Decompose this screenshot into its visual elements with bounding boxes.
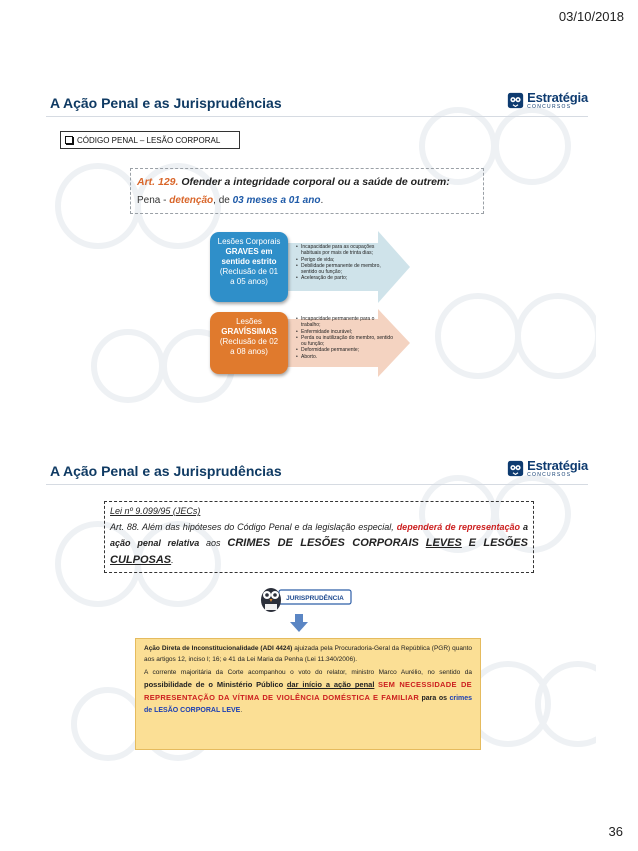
logo-name: Estratégia [527, 90, 588, 105]
owl-logo-icon [507, 460, 524, 477]
slide-lesao-corporal [38, 86, 596, 404]
gravissimas-detail2: a 08 anos) [230, 347, 268, 356]
adi-paragraph-1 [144, 644, 472, 665]
law-text-f: LEVES [425, 536, 462, 549]
gravissimas-detail1: (Reclusão de 02 [219, 337, 279, 346]
penalty-sep: , de [213, 195, 230, 206]
graves-detail1: (Reclusão de 01 [219, 267, 279, 276]
estrategia-logo [507, 91, 588, 110]
list-item: • Incapacidade para as ocupações habituais por mais de trinta dias; [296, 244, 394, 257]
law-title: Lei nº 9.099/95 (JECs) [110, 506, 201, 516]
owl-logo-icon [507, 92, 524, 109]
graves-bullet-list [296, 244, 394, 282]
logo-subtitle: CONCURSOS [527, 104, 572, 110]
document-date: 03/10/2018 [558, 9, 624, 24]
list-item: • Debilidade permanente de membro, sentido ou função; [296, 263, 394, 276]
penalty-label: Pena - [137, 195, 167, 206]
list-item: • Perda ou inutilização do membro, sentido ou função; [296, 335, 394, 348]
penalty-time: 03 meses a 01 ano [232, 195, 321, 206]
law-text-h: CULPOSAS [110, 553, 172, 566]
adi-p2-c: dar início a ação penal [286, 680, 375, 690]
section-label-text: CÓDIGO PENAL – LESÃO CORPORAL [77, 135, 221, 145]
article-129-box [130, 168, 484, 214]
gravissimas-bullet-list [296, 316, 394, 360]
jurisprudencia-label: JURISPRUDÊNCIA [286, 595, 344, 602]
list-item: • Incapacidade permanente para o trabalho; [296, 316, 394, 329]
logo-subtitle: CONCURSOS [527, 472, 572, 478]
law-text-i: . [171, 554, 174, 565]
law-text-b: dependerá de representação [396, 522, 521, 532]
penalty-end: . [320, 195, 324, 206]
adi-p2-e: para os [421, 694, 448, 702]
adi-title: Ação Direta de Inconstitucionalidade (ADI 4424) [144, 645, 293, 652]
law-9099-box [104, 501, 534, 573]
law-text-a: Art. 88. Além das hipóteses do Código Penal e da legislação especial, [110, 522, 394, 532]
gravissimas-line1: Lesões [236, 317, 262, 326]
law-text-e: CRIMES DE LESÕES CORPORAIS [227, 536, 419, 549]
list-item: • Aborto. [296, 354, 394, 360]
list-item: • Perigo de vida; [296, 257, 394, 263]
page-number: 36 [608, 824, 623, 839]
gravissimas-bold1: GRAVÍSSIMAS [221, 327, 277, 336]
adi-p2-b: possibilidade de o Ministério Público [144, 680, 284, 690]
down-arrow-icon [290, 614, 308, 632]
law-text-g: E LESÕES [468, 536, 528, 549]
adi-p2-f: crimes de LESÃO CORPORAL LEVE [144, 694, 473, 714]
graves-line1: Lesões Corporais [217, 237, 281, 246]
title-divider [46, 484, 588, 485]
adi-p2-a: A corrente majoritária da Corte acompanhou o voto do relator, ministro Marco Aurélio, no sentido da [144, 669, 472, 677]
estrategia-logo [507, 459, 588, 478]
law-text-c: a ação penal relativa [110, 522, 528, 548]
slide-title: A Ação Penal e as Jurisprudências [50, 463, 282, 479]
article-penalty [137, 195, 323, 206]
adi-p2-g: . [240, 706, 243, 714]
section-label [60, 131, 240, 149]
list-item: • Enfermidade incurável; [296, 329, 394, 335]
list-item: • Aceleração de parto; [296, 275, 394, 281]
article-heading [137, 176, 450, 188]
graves-bold1: GRAVES em [225, 247, 273, 256]
article-text: Ofender a integridade corporal ou a saúde de outrem: [181, 176, 450, 188]
adi-4424-box [135, 638, 481, 750]
owl-mascot-icon [261, 588, 281, 612]
graves-bold2: sentido estrito [221, 257, 277, 266]
penalty-type: detenção [169, 195, 214, 206]
adi-paragraph-2 [144, 668, 472, 716]
law-article-88 [110, 521, 528, 569]
law-text-d: aos [206, 537, 221, 548]
jurisprudencia-banner [257, 582, 353, 614]
adi-p1-rest: ajuizada pela Procuradoria-Geral da República (PGR) quanto aos artigos 12, inciso I; 16; e 41 da Lei Maria da Penha (Lei 11.340/2006). [144, 645, 473, 663]
list-item: • Deformidade permanente; [296, 347, 394, 353]
slide-title: A Ação Penal e as Jurisprudências [50, 95, 282, 111]
title-divider [46, 116, 588, 117]
checkbox-bullet-icon [65, 136, 73, 144]
article-number: Art. 129. [137, 176, 179, 188]
graves-detail2: a 05 anos) [230, 277, 268, 286]
lesion-gravissimas-box [210, 312, 288, 374]
adi-p2-d: SEM NECESSIDADE DE REPRESENTAÇÃO DA VÍTIMA DE VIOLÊNCIA DOMÉSTICA E FAMILIAR [144, 680, 472, 702]
logo-name: Estratégia [527, 458, 588, 473]
slide-jecs-jurisprudencia [38, 454, 596, 772]
lesion-graves-box [210, 232, 288, 302]
